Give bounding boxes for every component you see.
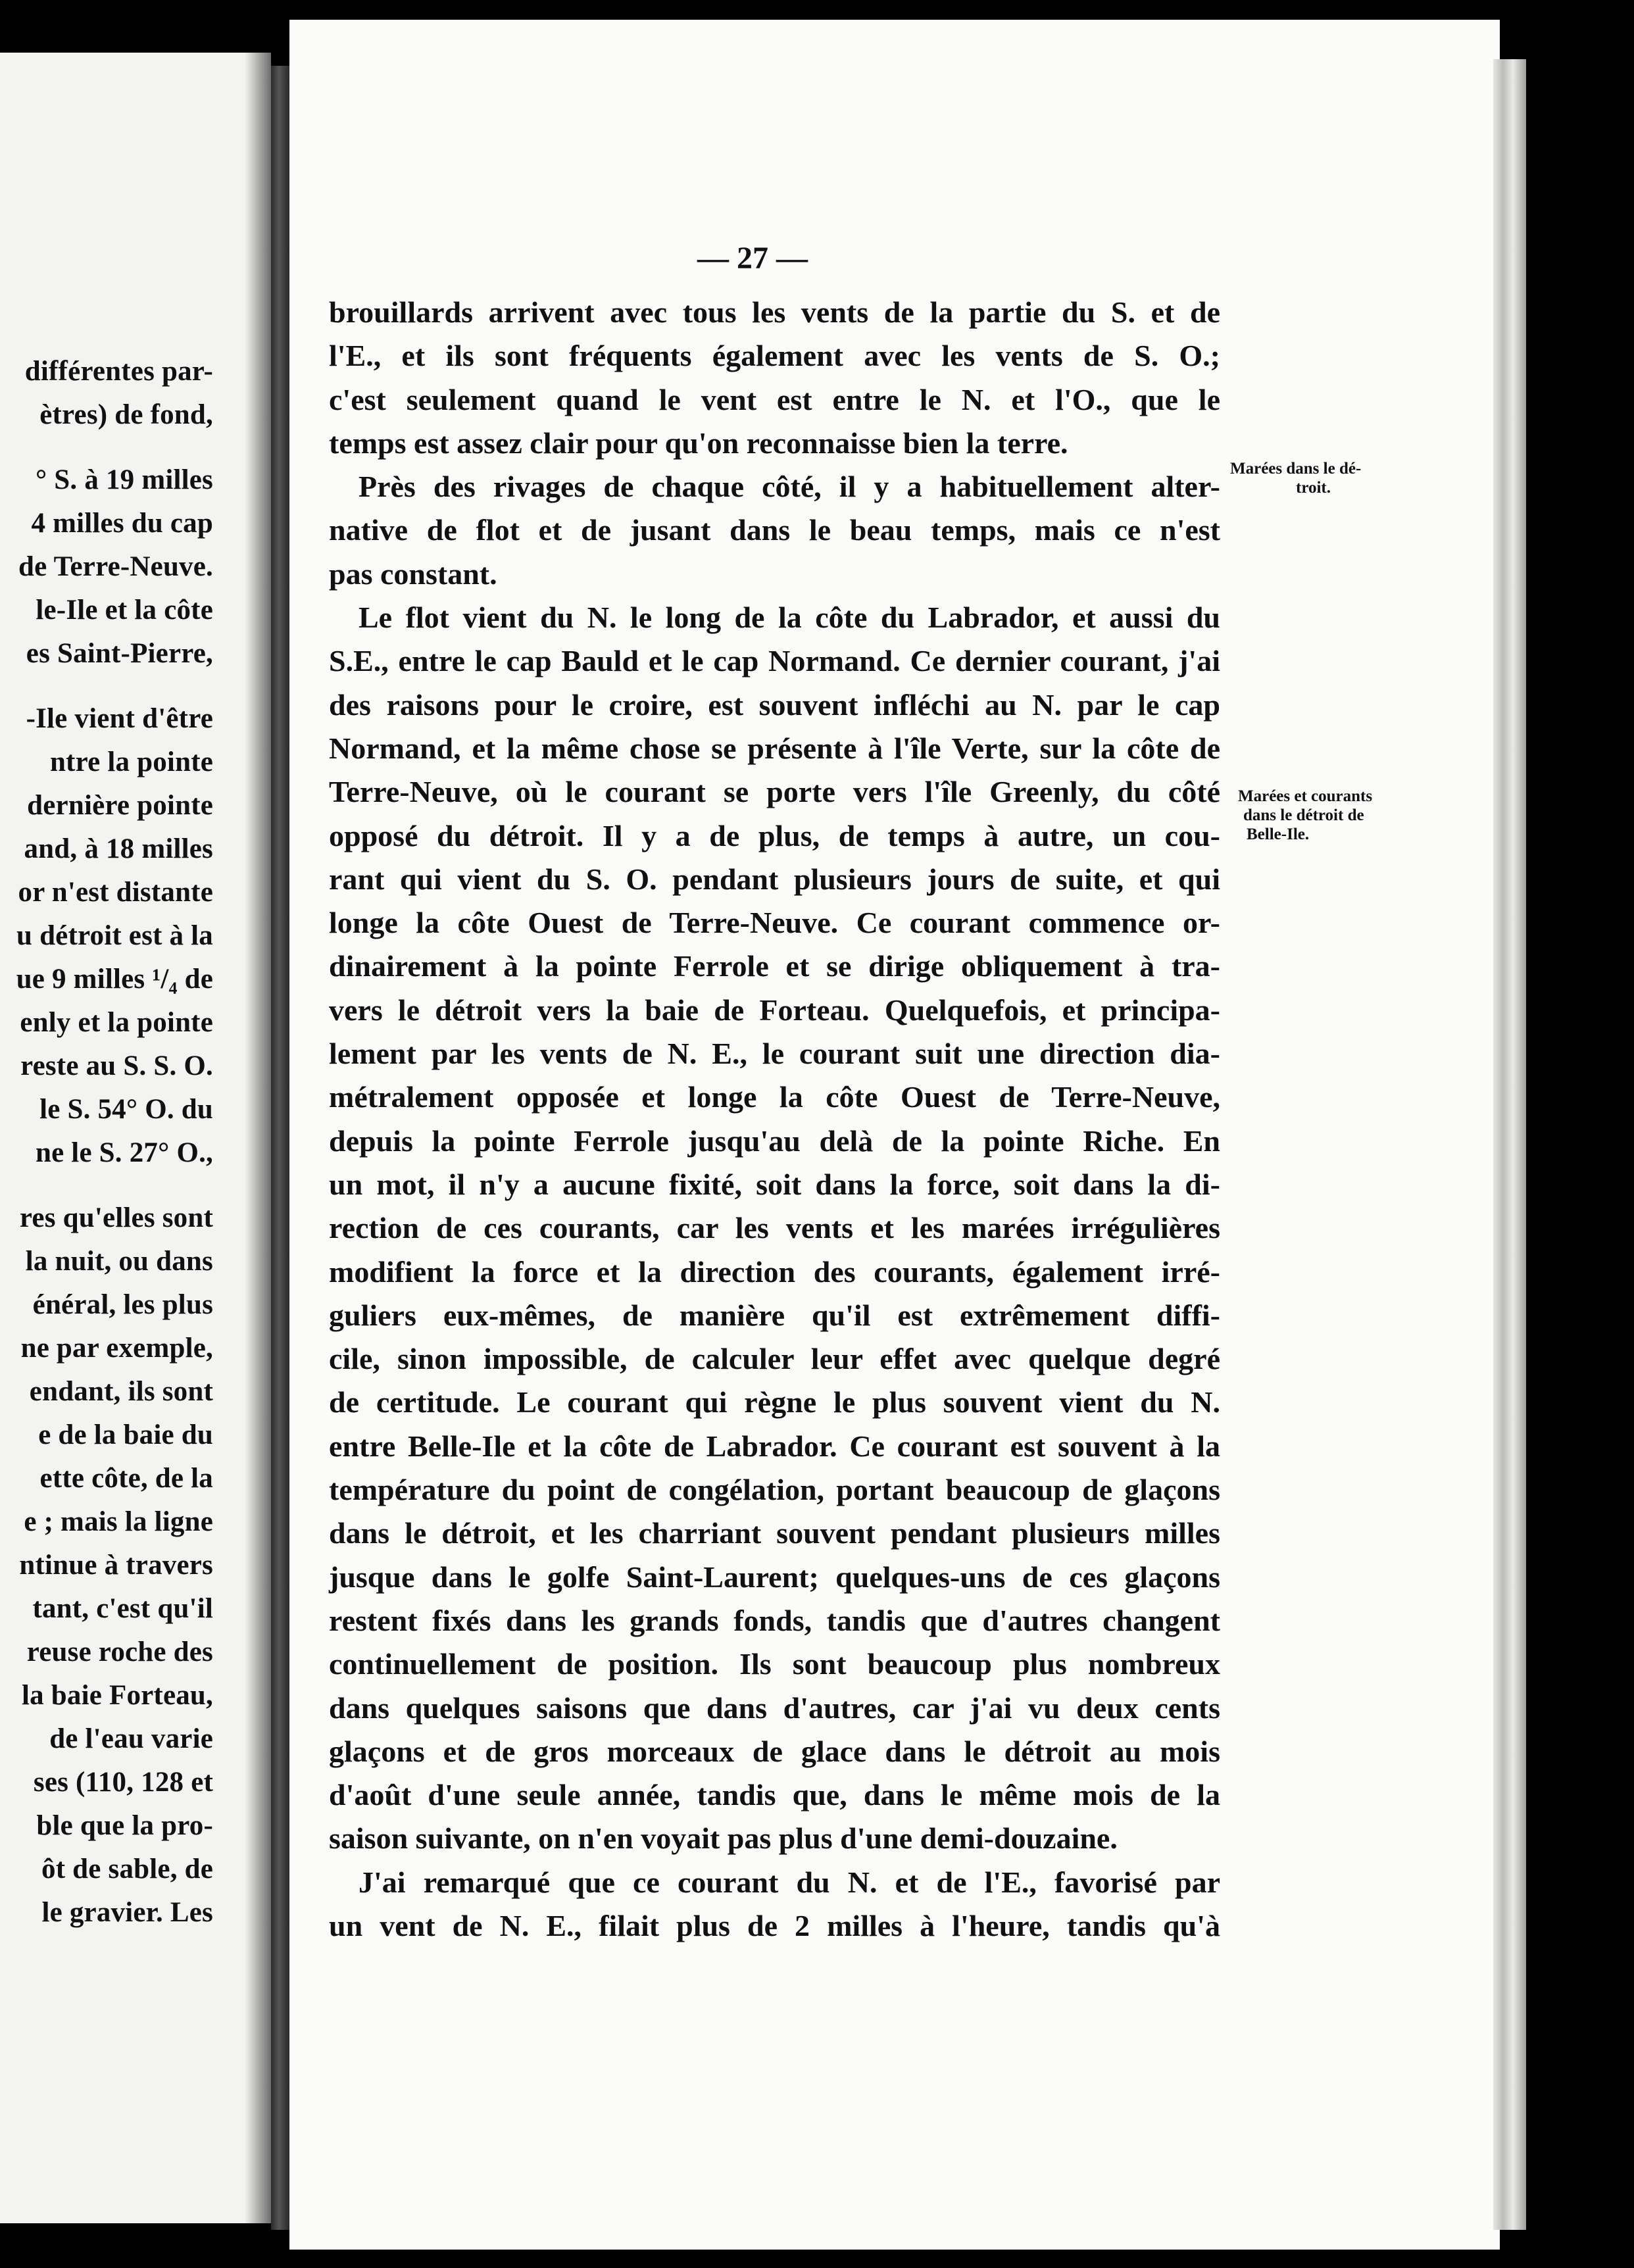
marginal-note-line: troit.	[1296, 479, 1331, 497]
previous-page-line: ntre la pointe	[49, 747, 213, 777]
text-line: modifient la force et la direction des courants, également irré-	[329, 1254, 1220, 1289]
previous-page-line	[16, 676, 213, 697]
previous-page-line: reuse roche des	[26, 1637, 213, 1667]
text-line: température du point de congélation, portant beaucoup de glaçons	[329, 1473, 1220, 1507]
page-edge	[1493, 59, 1526, 2230]
previous-page-line: e de la baie du	[38, 1419, 213, 1450]
previous-page-line	[16, 437, 213, 458]
text-line: S.E., entre le cap Bauld et le cap Normand. Ce dernier courant, j'ai	[329, 644, 1220, 678]
previous-page-line: le-Ile et la côte	[36, 595, 213, 626]
previous-page-line: la nuit, ou dans	[25, 1246, 213, 1277]
text-line: d'août d'une seule année, tandis que, dans le même mois de la	[329, 1778, 1220, 1812]
text-line: dans quelques saisons que dans d'autres, car j'ai vu deux cents	[329, 1690, 1220, 1725]
text-line: dans le détroit, et les charriant souvent pendant plusieurs milles	[329, 1516, 1220, 1550]
marginal-note-line: dans le détroit de	[1243, 806, 1364, 824]
previous-page-line: dernière pointe	[27, 790, 213, 821]
previous-page-line: énéral, les plus	[32, 1289, 213, 1320]
previous-page-line: es Saint-Pierre,	[26, 638, 213, 669]
previous-page-line: res qu'elles sont	[19, 1202, 213, 1233]
text-line: vers le détroit vers la baie de Forteau. Quelquefois, et principa-	[329, 993, 1220, 1027]
previous-page-line: reste au S. S. O.	[20, 1050, 213, 1081]
text-line: lement par les vents de N. E., le courant suit une direction dia-	[329, 1037, 1220, 1071]
previous-page-line: de l'eau varie	[49, 1723, 213, 1754]
text-line: Normand, et la même chose se présente à l'île Verte, sur la côte de	[329, 731, 1220, 765]
previous-page-line: ètres) de fond,	[39, 399, 213, 430]
previous-page-line: ntinue à travers	[19, 1550, 213, 1581]
previous-page-line: ses (110, 128 et	[33, 1767, 213, 1798]
marginal-note-line: Belle-Ile.	[1247, 826, 1310, 843]
text-line: Terre-Neuve, où le courant se porte vers l'île Greenly, du côté	[329, 775, 1220, 809]
book-gutter	[271, 66, 291, 2230]
text-line: l'E., et ils sont fréquents également avec les vents de S. O.;	[329, 339, 1220, 373]
text-line: c'est seulement quand le vent est entre le N. et l'O., que le	[329, 382, 1220, 416]
text-line: J'ai remarqué que ce courant du N. et de l'E., favorisé par	[359, 1865, 1220, 1899]
text-line: temps est assez clair pour qu'on reconnaisse bien la terre.	[329, 426, 1068, 460]
text-line: de certitude. Le courant qui règne le plus souvent vient du N.	[329, 1385, 1220, 1419]
previous-page-line: ette côte, de la	[39, 1463, 213, 1494]
text-line: dinairement à la pointe Ferrole et se dirige obliquement à tra-	[329, 949, 1220, 983]
previous-page-line: le S. 54° O. du	[39, 1094, 213, 1125]
previous-page	[0, 53, 271, 2223]
text-line: des raisons pour le croire, est souvent infléchi au N. par le cap	[329, 687, 1220, 722]
previous-page-line: ne par exemple,	[20, 1333, 213, 1364]
text-line: native de flot et de jusant dans le beau temps, mais ce n'est	[329, 513, 1220, 547]
text-line: restent fixés dans les grands fonds, tandis que d'autres changent	[329, 1603, 1220, 1637]
previous-page-line: ue 9 milles ¹/₄ de	[16, 964, 213, 995]
previous-page-line: u détroit est à la	[16, 920, 213, 951]
previous-page-line: de Terre-Neuve.	[18, 551, 213, 582]
text-line: entre Belle-Ile et la côte de Labrador. Ce courant est souvent à la	[329, 1429, 1220, 1463]
marginal-note-currents	[1238, 787, 1372, 844]
body-text	[329, 291, 1220, 1948]
previous-page-text	[16, 350, 213, 1935]
previous-page-line: tant, c'est qu'il	[32, 1593, 213, 1624]
previous-page-line: ôt de sable, de	[41, 1854, 213, 1885]
text-line: pas constant.	[329, 556, 497, 591]
page-number: — 27 —	[697, 241, 808, 276]
text-line: rant qui vient du S. O. pendant plusieurs jours de suite, et qui	[329, 862, 1220, 896]
text-line: brouillards arrivent avec tous les vents de la partie du S. et de	[329, 295, 1220, 329]
text-line: jusque dans le golfe Saint-Laurent; quelques-uns de ces glaçons	[329, 1560, 1220, 1594]
page-shadow	[245, 53, 271, 2223]
text-line: guliers eux-mêmes, de manière qu'il est extrêmement diffi-	[329, 1298, 1220, 1332]
marginal-note-tides	[1230, 459, 1361, 497]
text-line: depuis la pointe Ferrole jusqu'au delà de la pointe Riche. En	[329, 1123, 1220, 1158]
text-line: métralement opposée et longe la côte Ouest de Terre-Neuve,	[329, 1080, 1220, 1114]
previous-page-line: la baie Forteau,	[21, 1680, 213, 1711]
previous-page-line: différentes par-	[24, 356, 213, 387]
text-line: opposé du détroit. Il y a de plus, de temps à autre, un cou-	[329, 818, 1220, 852]
previous-page-line: and, à 18 milles	[24, 833, 213, 864]
text-line: un vent de N. E., filait plus de 2 milles à l'heure, tandis qu'à	[329, 1908, 1220, 1942]
text-line: saison suivante, on n'en voyait pas plus d'une demi-douzaine.	[329, 1821, 1118, 1856]
text-line: continuellement de position. Ils sont beaucoup plus nombreux	[329, 1647, 1220, 1681]
marginal-note-line: Marées dans le dé-	[1230, 460, 1362, 478]
text-line: rection de ces courants, car les vents et les marées irrégulières	[329, 1211, 1220, 1245]
previous-page-line: -Ile vient d'être	[26, 703, 213, 734]
text-line: glaçons et de gros morceaux de glace dans le détroit au mois	[329, 1734, 1220, 1768]
previous-page-line: enly et la pointe	[20, 1007, 213, 1038]
text-line: longe la côte Ouest de Terre-Neuve. Ce courant commence or-	[329, 906, 1220, 940]
previous-page-line: ° S. à 19 milles	[35, 464, 213, 495]
previous-page-line: e ; mais la ligne	[24, 1506, 213, 1537]
text-line: cile, sinon impossible, de calculer leur effet avec quelque degré	[329, 1342, 1220, 1376]
text-line: Près des rivages de chaque côté, il y a habituellement alter-	[359, 470, 1220, 504]
marginal-note-line: Marées et courants	[1238, 787, 1373, 805]
previous-page-line: endant, ils sont	[29, 1376, 213, 1407]
previous-page-line: ble que la pro-	[36, 1810, 213, 1841]
previous-page-line: le gravier. Les	[41, 1897, 213, 1928]
text-line: un mot, il n'y a aucune fixité, soit dans la force, soit dans la di-	[329, 1167, 1220, 1201]
previous-page-line	[16, 1175, 213, 1196]
previous-page-line: 4 milles du cap	[31, 508, 213, 539]
previous-page-line: ne le S. 27° O.,	[35, 1137, 213, 1168]
text-line: Le flot vient du N. le long de la côte du Labrador, et aussi du	[359, 601, 1220, 635]
previous-page-line: or n'est distante	[18, 877, 213, 908]
